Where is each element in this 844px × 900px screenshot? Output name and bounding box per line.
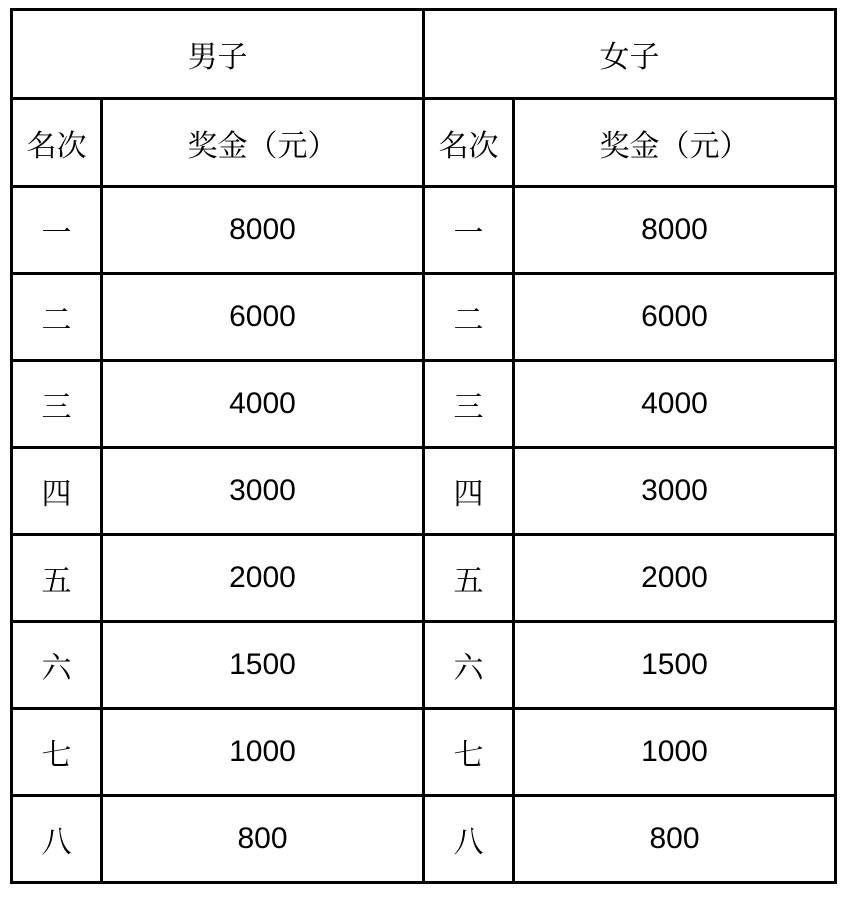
rank-cell: 一 xyxy=(424,187,514,274)
prize-cell-men: 4000 xyxy=(102,361,424,448)
prize-cell-men: 6000 xyxy=(102,274,424,361)
prize-cell-men: 8000 xyxy=(102,187,424,274)
prize-cell-women: 1500 xyxy=(514,622,836,709)
prize-cell-women: 6000 xyxy=(514,274,836,361)
rank-cell: 七 xyxy=(12,709,102,796)
table-row xyxy=(12,796,836,883)
rank-cell: 八 xyxy=(424,796,514,883)
prize-cell-men: 1000 xyxy=(102,709,424,796)
rank-cell: 八 xyxy=(12,796,102,883)
table-row xyxy=(12,622,836,709)
table-row xyxy=(12,535,836,622)
table-row xyxy=(12,274,836,361)
rank-cell: 二 xyxy=(424,274,514,361)
prize-cell-women: 4000 xyxy=(514,361,836,448)
rank-cell: 六 xyxy=(12,622,102,709)
rank-cell: 二 xyxy=(12,274,102,361)
table-row xyxy=(12,448,836,535)
rank-cell: 一 xyxy=(12,187,102,274)
rank-cell: 七 xyxy=(424,709,514,796)
rank-cell: 四 xyxy=(424,448,514,535)
rank-cell: 四 xyxy=(12,448,102,535)
group-header-row xyxy=(12,10,836,99)
rank-cell: 六 xyxy=(424,622,514,709)
column-header-row xyxy=(12,99,836,187)
group-header-men: 男子 xyxy=(12,10,424,99)
prize-cell-men: 800 xyxy=(102,796,424,883)
prize-cell-women: 3000 xyxy=(514,448,836,535)
prize-cell-men: 1500 xyxy=(102,622,424,709)
col-header-prize-men: 奖金（元） xyxy=(102,99,424,187)
table-row xyxy=(12,361,836,448)
prize-cell-women: 1000 xyxy=(514,709,836,796)
prize-cell-men: 2000 xyxy=(102,535,424,622)
col-header-prize-women: 奖金（元） xyxy=(514,99,836,187)
rank-cell: 三 xyxy=(12,361,102,448)
rank-cell: 三 xyxy=(424,361,514,448)
prize-cell-women: 800 xyxy=(514,796,836,883)
group-header-women: 女子 xyxy=(424,10,836,99)
rank-cell: 五 xyxy=(424,535,514,622)
col-header-rank-women: 名次 xyxy=(424,99,514,187)
prize-cell-women: 8000 xyxy=(514,187,836,274)
prize-table xyxy=(10,8,837,884)
prize-cell-women: 2000 xyxy=(514,535,836,622)
rank-cell: 五 xyxy=(12,535,102,622)
table-row xyxy=(12,187,836,274)
table-row xyxy=(12,709,836,796)
col-header-rank-men: 名次 xyxy=(12,99,102,187)
prize-cell-men: 3000 xyxy=(102,448,424,535)
